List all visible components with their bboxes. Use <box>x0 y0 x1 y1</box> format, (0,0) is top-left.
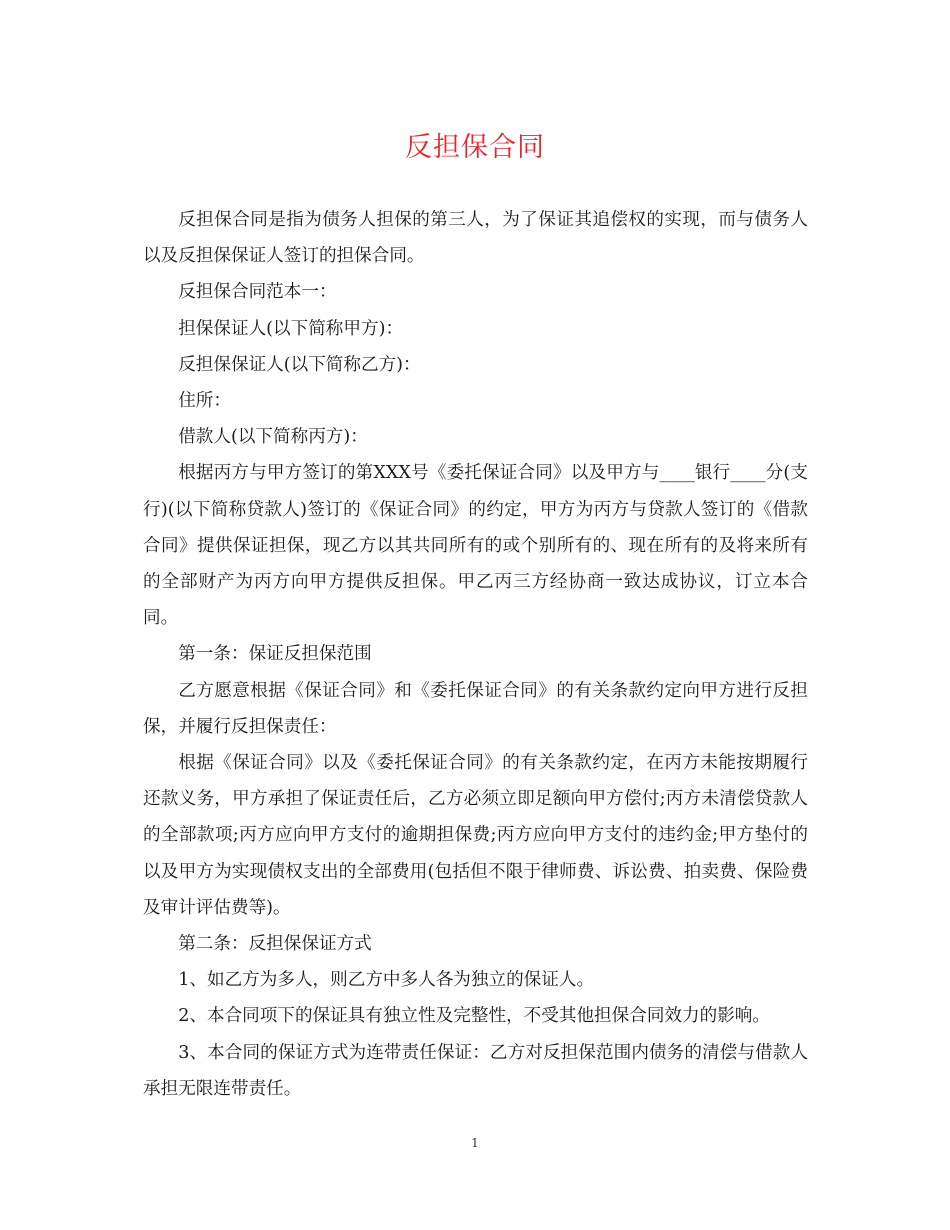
paragraph-address: 住所： <box>178 391 231 412</box>
paragraph-recital: 根据丙方与甲方签订的第XXX号《委托保证合同》以及甲方与____银行____分(支行)(以下简称贷款人)签订的《保证合同》的约定，甲方为丙方与贷款人签订的《借款合同》提供保证担保，现乙方以其共同所有的或个别所有的、现在所有的及将来所有的全部财产为丙方向甲方提供反担保。甲乙丙三方经协商一致达成协议，订立本合同。 <box>143 463 808 629</box>
article-1-clause: 乙方愿意根据《保证合同》和《委托保证合同》的有关条款约定向甲方进行反担保，并履行反担保责任： <box>143 680 808 737</box>
document-title: 反担保合同 <box>405 132 545 163</box>
document-body <box>143 202 808 1107</box>
paragraph-party-b: 反担保保证人(以下简称乙方)： <box>178 354 421 375</box>
article-1-detail: 根据《保证合同》以及《委托保证合同》的有关条款约定，在丙方未能按期履行还款义务，甲方承担了保证责任后，乙方必须立即足额向甲方偿付;丙方未清偿贷款人的全部款项;丙方应向甲方支付的逾期担保费;丙方应向甲方支付的违约金;甲方垫付的以及甲方为实现债权支出的全部费用(包括但不限于律师费、诉讼费、拍卖费、保险费及审计评估费等)。 <box>143 753 808 918</box>
paragraph-party-a: 担保保证人(以下简称甲方)： <box>178 318 404 339</box>
article-2-item-2: 2、本合同项下的保证具有独立性及完整性，不受其他担保合同效力的影响。 <box>178 1006 770 1027</box>
article-2-item-1: 1、如乙方为多人，则乙方中多人各为独立的保证人。 <box>178 970 595 991</box>
article-1-heading: 第一条：保证反担保范围 <box>178 644 372 665</box>
article-2-heading: 第二条：反担保保证方式 <box>178 934 372 955</box>
article-2-item-3: 3、本合同的保证方式为连带责任保证：乙方对反担保范围内债务的清偿与借款人承担无限连带责任。 <box>143 1042 808 1099</box>
paragraph-intro: 反担保合同是指为债务人担保的第三人，为了保证其追偿权的实现，而与债务人以及反担保保证人签订的担保合同。 <box>143 210 808 267</box>
paragraph-sample-heading: 反担保合同范本一： <box>178 282 337 303</box>
page-number: 1 <box>471 1136 479 1150</box>
paragraph-party-c: 借款人(以下简称丙方)： <box>178 427 368 448</box>
